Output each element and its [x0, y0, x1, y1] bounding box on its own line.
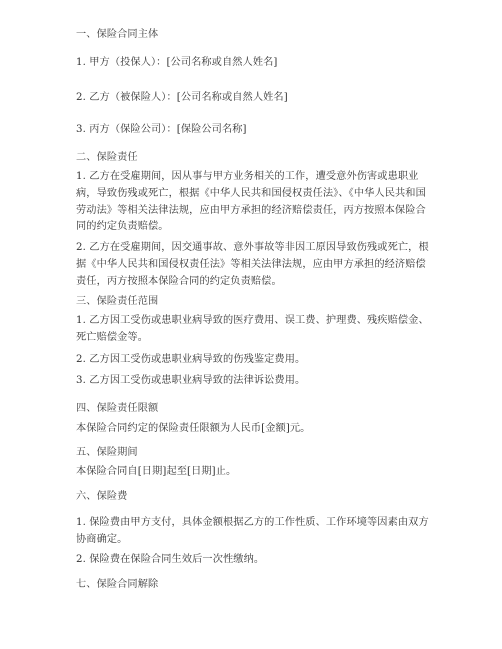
clause-1-2: 2. 乙方（被保险人）：[公司名称或自然人姓名] [76, 92, 288, 103]
clause-6-1: 1. 保险费由甲方支付，具体金额根据乙方的工作性质、工作环境等因素由双方协商确定。 [76, 517, 429, 545]
clause-3-1: 1. 乙方因工受伤或患职业病导致的医疗费用、误工费、护理费、残疾赔偿金、死亡赔偿金等。 [76, 315, 429, 343]
section-6-heading: 六、保险费 [76, 491, 128, 502]
section-7-heading: 七、保险合同解除 [76, 579, 159, 590]
clause-2-2: 2. 乙方在受雇期间，因交通事故、意外事故等非因工原因导致伤残或死亡，根据《中华人民共和国侵权责任法》等相关法律法规，应由甲方承担的经济赔偿责任，丙方按照本保险合同的约定负责赔偿。 [76, 242, 429, 287]
clause-6-2: 2. 保险费在保险合同生效后一次性缴纳。 [76, 554, 265, 565]
section-5-heading: 五、保险期间 [76, 447, 138, 458]
section-1-heading: 一、保险合同主体 [76, 29, 159, 40]
clause-3-2: 2. 乙方因工受伤或患职业病导致的伤残鉴定费用。 [76, 354, 306, 365]
clause-1-1: 1. 甲方（投保人）：[公司名称或自然人姓名] [76, 57, 278, 68]
section-4-heading: 四、保险责任限额 [76, 403, 159, 414]
clause-1-3: 3. 丙方（保险公司）：[保险公司名称] [76, 124, 247, 135]
clause-2-1: 1. 乙方在受雇期间，因从事与甲方业务相关的工作，遭受意外伤害或患职业病，导致伤残或死亡，根据《中华人民共和国侵权责任法》、《中华人民共和国劳动法》等相关法律法规，应由甲方承担的经济赔偿责任，丙方按照本保险合同的约定负责赔偿。 [76, 171, 426, 233]
section-2-heading: 二、保险责任 [76, 152, 138, 163]
clause-3-3: 3. 乙方因工受伤或患职业病导致的法律诉讼费用。 [76, 375, 306, 386]
section-3-heading: 三、保险责任范围 [76, 296, 159, 307]
clause-5-body: 本保险合同自[日期]起至[日期]止。 [76, 466, 237, 477]
clause-4-body: 本保险合同约定的保险责任限额为人民币[金额]元。 [76, 423, 311, 434]
